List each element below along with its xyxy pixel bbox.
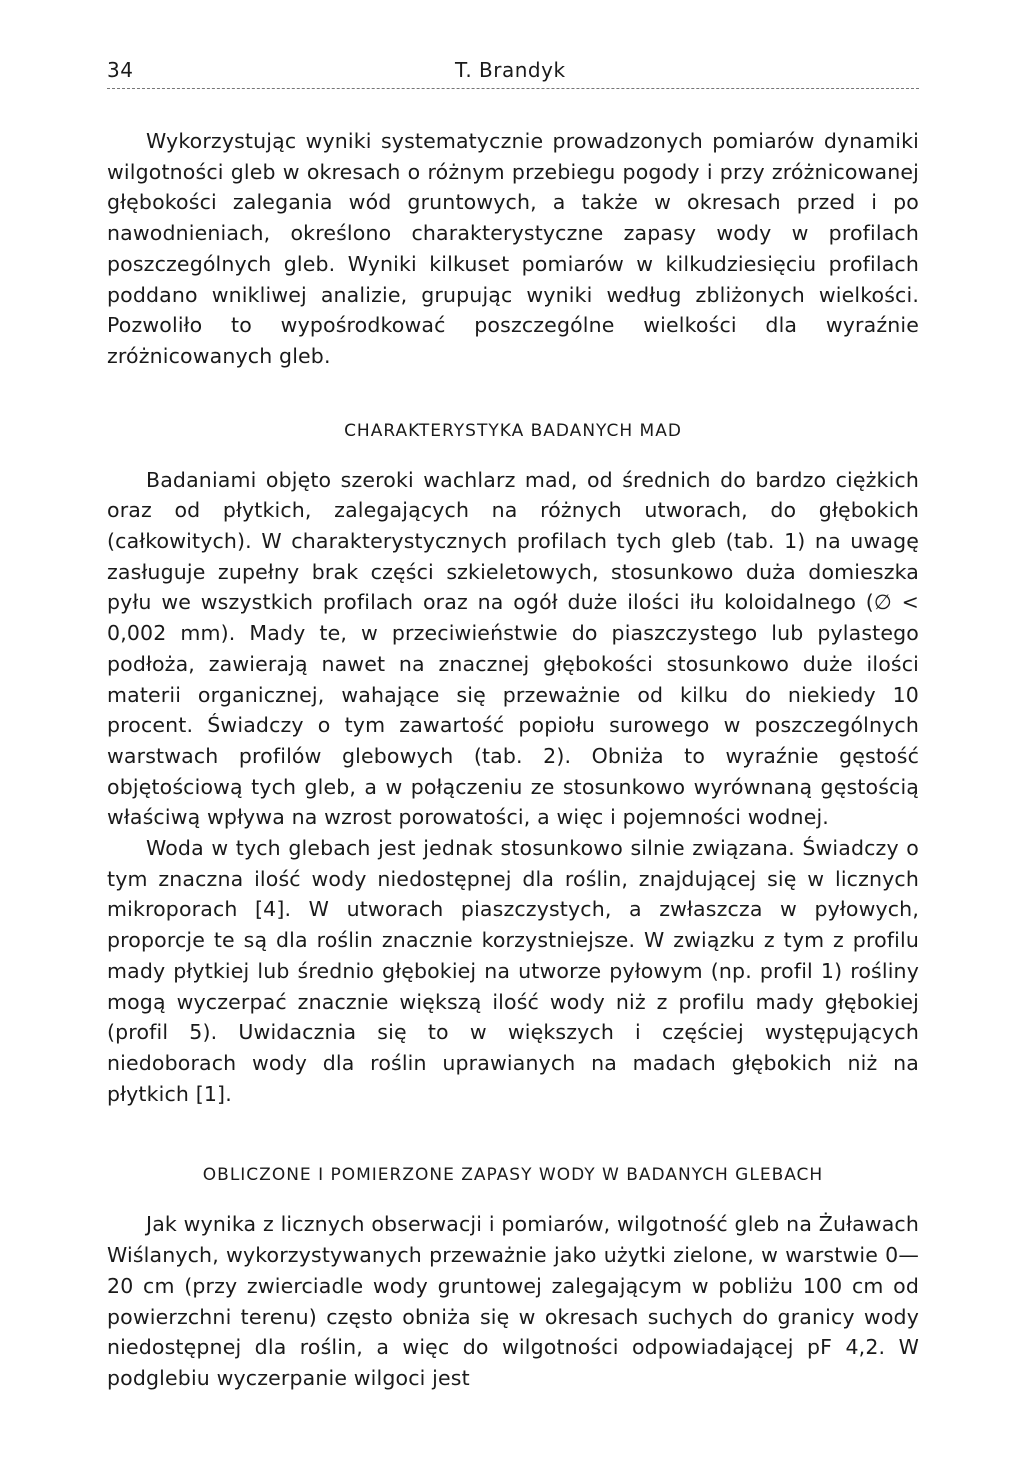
running-author: T. Brandyk xyxy=(455,58,566,82)
intro-paragraph: Wykorzystując wyniki systematycznie prowadzonych pomiarów dynamiki wilgotności gleb w okresach o różnym przebiegu pogody i przy zróżnicowanej głębokości zalegania wód gruntowych, a także w okresach przed i po nawodnieniach, określono charakterystyczne zapasy wody w profilach poszczególnych gleb. Wyniki kilkuset pomiarów w kilkudziesięciu profilach poddano wnikliwej analizie, grupując wyniki według zbliżonych wielkości. Pozwoliło to wypośrodkować poszczególne wielkości dla wyraźnie zróżnicowanych gleb. xyxy=(107,129,919,368)
water-reserves-paragraph-1: Jak wynika z licznych obserwacji i pomiarów, wilgotność gleb na Żuławach Wiślanych, wykorzystywanych przeważnie jako użytki zielone, w warstwie 0—20 cm (przy zwierciadle wody gruntowej zalegającym w pobliżu 100 cm od powierzchni terenu) często obniża się w okresach suchych do granicy wody niedostępnej dla roślin, a więc do wilgotności odpowiadającej pF 4,2. W podglebiu wyczerpanie wilgoci jest xyxy=(107,1212,919,1390)
characteristics-paragraph-1: Badaniami objęto szeroki wachlarz mad, od średnich do bardzo ciężkich oraz od płytkich, zalegających na różnych utworach, do głębokich (całkowitych). W charakterystycznych profilach tych gleb (tab. 1) na uwagę zasługuje zupełny brak części szkieletowych, stosunkowo duża domieszka pyłu we wszystkich profilach oraz na ogół duże ilości iłu koloidalnego (∅ < 0,002 mm). Mady te, w przeciwieństwie do piaszczystego lub pylastego podłoża, zawierają nawet na znacznej głębokości stosunkowo duże ilości materii organicznej, wahające się przeważnie od kilku do niekiedy 10 procent. Świadczy o tym zawartość popiołu surowego w poszczególnych warstwach profilów glebowych (tab. 2). Obniża to wyraźnie gęstość objętościową tych gleb, a w połączeniu ze stosunkowo wyrównaną gęstością właściwą wpływa na wzrost porowatości, a więc i pojemności wodnej. xyxy=(107,467,919,830)
page-number: 34 xyxy=(107,58,134,82)
characteristics-paragraph-2: Woda w tych glebach jest jednak stosunkowo silnie związana. Świadczy o tym znaczna ilość wody niedostępnej dla roślin, znajdującej się w licznych mikroporach [4]. W utworach piaszczystych, a zwłaszcza w pyłowych, proporcje te są dla roślin znacznie korzystniejsze. W związku z tym z profilu mady płytkiej lub średnio głębokiej na utworze pyłowym (np. profil 1) rośliny mogą wyczerpać znacznie większą ilość wody niż z profilu mady głębokiej (profil 5). Uwidacznia się to w większych i częściej występujących niedoborach wody dla roślin uprawianych na madach głębokich niż na płytkich [1]. xyxy=(107,836,919,1106)
header-rule xyxy=(107,88,919,89)
intro-section xyxy=(107,126,919,372)
page xyxy=(107,58,919,1394)
section-heading-characteristics: CHARAKTERYSTYKA BADANYCH MAD xyxy=(344,420,682,441)
section-heading-water-reserves: OBLICZONE I POMIERZONE ZAPASY WODY W BADANYCH GLEBACH xyxy=(202,1165,824,1186)
running-head xyxy=(107,58,919,88)
